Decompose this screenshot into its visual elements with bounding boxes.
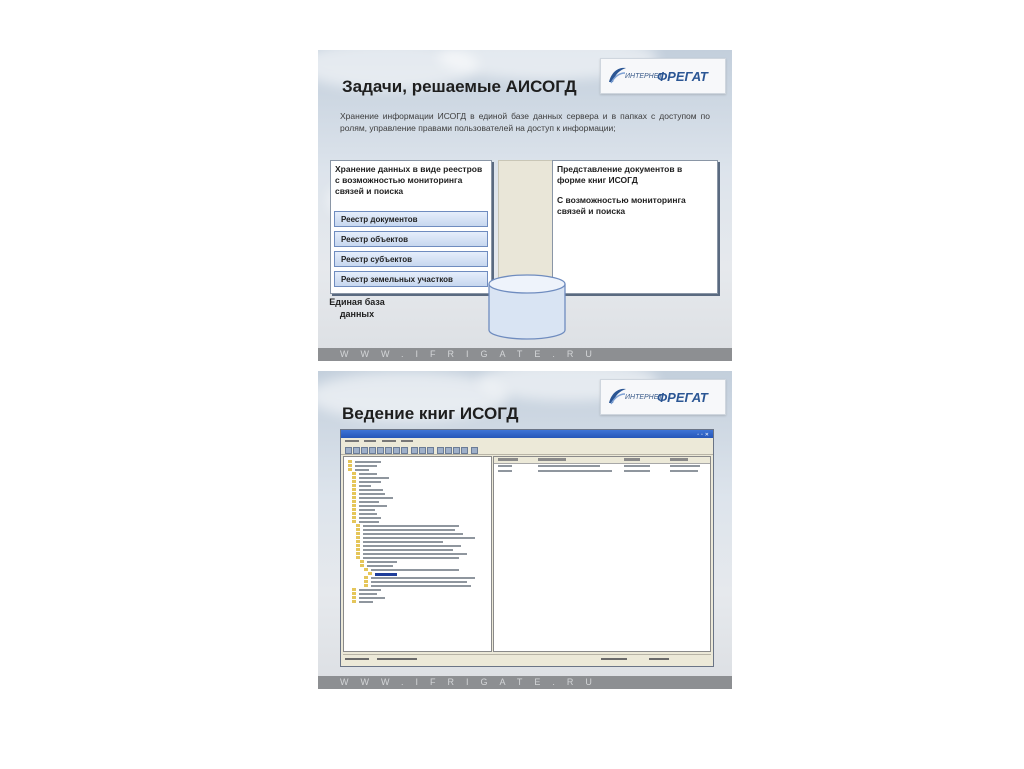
logo-big-text: ФРЕГАТ [657, 69, 708, 84]
grid-row [494, 469, 710, 474]
logo-big-text: ФРЕГАТ [657, 390, 708, 405]
register-documents: Реестр документов [334, 211, 488, 227]
company-logo [600, 379, 726, 415]
toolbar-icon [377, 447, 384, 454]
toolbar-icon [427, 447, 434, 454]
app-window-screenshot [340, 429, 714, 667]
toolbar-icon [345, 447, 352, 454]
logo-small-text: ИНТЕРНЕТ [625, 73, 663, 80]
window-statusbar [343, 654, 711, 663]
tree-pane [343, 456, 492, 652]
company-logo [600, 58, 726, 94]
footer-url: WWW.IFRIGATE.RU [318, 348, 732, 361]
footer-url: WWW.IFRIGATE.RU [318, 676, 732, 689]
toolbar-icon [437, 447, 444, 454]
register-subjects: Реестр субъектов [334, 251, 488, 267]
logo-small-text: ИНТЕРНЕТ [625, 394, 663, 401]
toolbar-icon [461, 447, 468, 454]
window-toolbar [341, 445, 713, 455]
window-titlebar [341, 430, 713, 438]
connector-column [498, 160, 554, 290]
books-box [552, 160, 718, 294]
toolbar-icon [385, 447, 392, 454]
toolbar-icon [445, 447, 452, 454]
slide-tasks [318, 50, 732, 361]
slide-books [318, 371, 732, 689]
toolbar-icon [471, 447, 478, 454]
slide-title: Задачи, решаемые АИСОГД [342, 77, 577, 96]
database-icon [488, 274, 566, 340]
records-grid [493, 456, 711, 652]
toolbar-icon [361, 447, 368, 454]
toolbar-icon [419, 447, 426, 454]
database-label: Единая база данных [329, 297, 385, 319]
toolbar-icon [453, 447, 460, 454]
slide-description: Хранение информации ИСОГД в единой базе данных сервера и в папках с доступом по ролям, управление правами пользователей на доступ к информации; [340, 111, 710, 133]
registers-box [330, 160, 492, 294]
register-objects: Реестр объектов [334, 231, 488, 247]
toolbar-icon [411, 447, 418, 454]
books-box-title: Представление документов в форме книг ИСОГД [557, 164, 683, 185]
grid-header [494, 457, 710, 464]
register-land-plots: Реестр земельных участков [334, 271, 488, 287]
toolbar-icon [369, 447, 376, 454]
toolbar-icon [353, 447, 360, 454]
toolbar-icon [401, 447, 408, 454]
books-box-subtitle: С возможностью мониторинга связей и поиска [557, 195, 686, 216]
window-menubar [341, 438, 713, 445]
registers-box-title: Хранение данных в виде реестров с возможностью мониторинга связей и поиска [335, 164, 483, 196]
window-controls-icon: ▫▫✕ [697, 432, 711, 438]
slide-title: Ведение книг ИСОГД [342, 404, 519, 423]
toolbar-icon [393, 447, 400, 454]
